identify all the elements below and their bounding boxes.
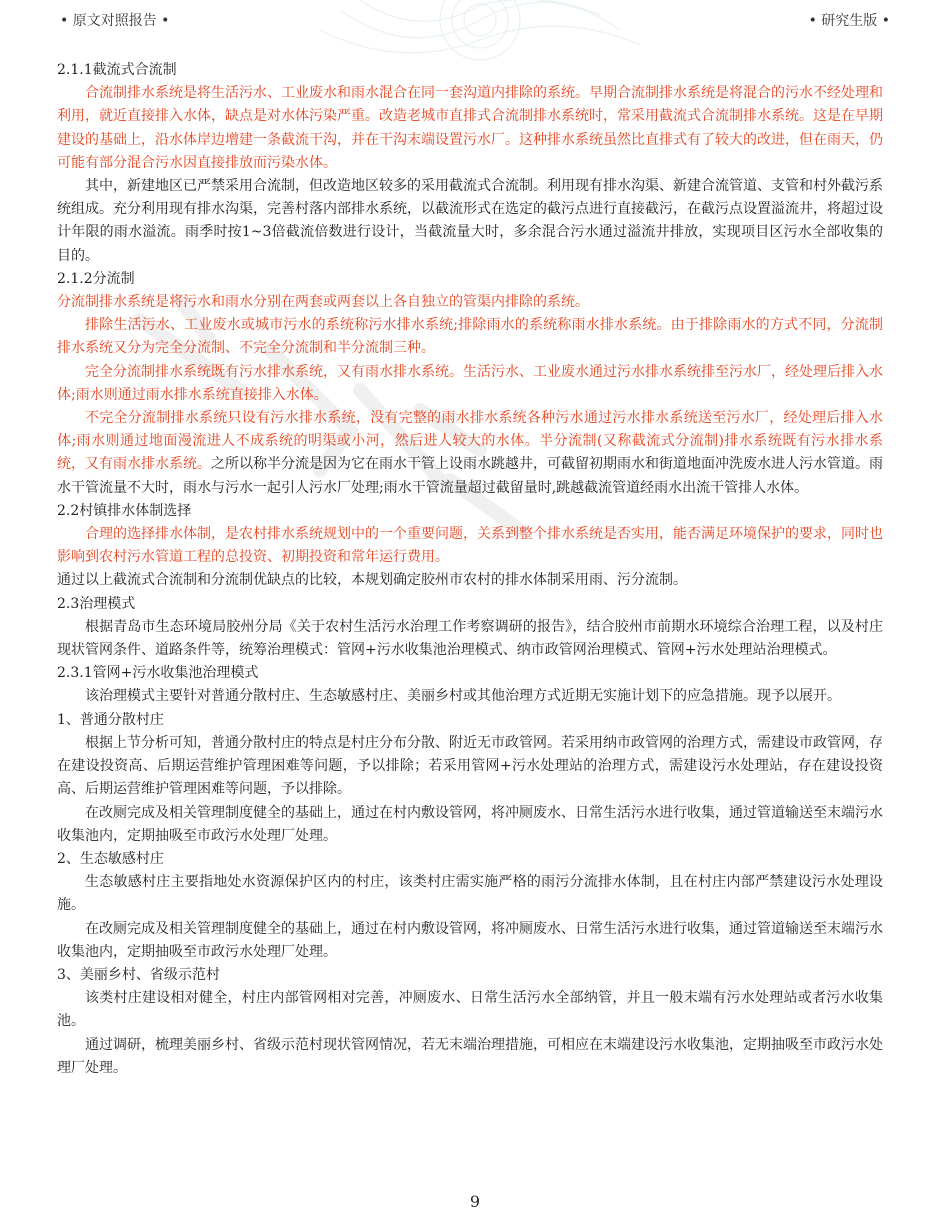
paragraph [57,268,883,291]
paragraph-text: 通过以上截流式合流制和分流制优缺点的比较，本规划确定胶州市农村的排水体制采用雨、污分流制。 [57,572,687,589]
paragraph [57,175,883,268]
paragraph-text: 其中，新建地区已严禁采用合流制，但改造地区较多的采用截流式合流制。利用现有排水沟渠、新建合流管道、支管和村外截污系统组成。充分利用现有排水沟渠，完善村落内部排水系统，以截流形式在选定的截污点进行直接截污，在截污点设置溢流井，将超过设计年限的雨水溢流。雨季时按1~3倍截流倍数进行设计，当截流量大时，多余混合污水通过溢流井排放，实现项目区污水全部收集的目的。 [57,178,883,264]
paragraph-text: 2.1.1截流式合流制 [57,62,177,78]
paragraph-text: 2.2村镇排水体制选择 [57,502,192,519]
paragraph-text: 2、生态敏感村庄 [57,850,164,867]
paragraph-text: 在改厕完成及相关管理制度健全的基础上，通过在村内敷设管网，将冲厕废水、日常生活污水进行收集，通过管道输送至末端污水收集池内，定期抽吸至市政污水处理厂处理。 [57,804,883,844]
paragraph [57,569,883,592]
page-header [60,10,890,30]
highlighted-text: 不完全分流制排水系统只设有污水排水系统，没有完整的雨水排水系统各种污水通过污水排水系统送至污水厂，经处理后排入水体;雨水则通过地面漫流进人不成系统的明渠或小河，然后进人较大的水体。半分流制(又称截流式分流制)排水系统既有污水排水系统，又有雨水排水系统。 [57,410,883,473]
paragraph-text: 之所以称半分流是因为它在雨水干管上设雨水跳越井，可截留初期雨水和街道地面冲洗废水进人污水管道。雨水干管流量不大时，雨水与污水一起引人污水厂处理;雨水干管流量超过截留量时,跳越截流管道经雨水出流干管排人水体。 [57,456,883,496]
paragraph-text: 2.1.2分流制 [57,270,135,287]
paragraph [57,361,883,407]
highlighted-text: 分流制排水系统是将污水和雨水分别在两套或两套以上各自独立的管渠内排除的系统。 [57,294,589,311]
paragraph [57,291,883,314]
paragraph [57,82,883,175]
paragraph-text: 该类村庄建设相对健全，村庄内部管网相对完善，冲厕废水、日常生活污水全部纳管，并且一般末端有污水处理站或者污水收集池。 [57,990,883,1030]
document-body [57,59,883,1080]
paragraph-text: 2.3.1管网+污水收集池治理模式 [57,665,259,682]
paragraph [57,1034,883,1080]
paragraph [57,964,883,987]
paragraph-text: 2.3治理模式 [57,595,136,612]
highlighted-text: 合流制排水系统是将生活污水、工业废水和雨水混合在同一套沟道内排除的系统。早期合流制排水系统是将混合的污水不经处理和利用，就近直接排入水体，缺点是对水体污染严重。改造老城市直排式合流制排水系统时，常采用截流式合流制排水系统。这是在早期建设的基础上，沿水体岸边增建一条截流干沟，并在干沟末端设置污水厂。这种排水系统虽然比直排式有了较大的改进，但在雨天，仍可能有部分混合污水因直接排放而污染水体。 [57,85,883,171]
paragraph [57,802,883,848]
paragraph [57,500,883,523]
header-right-label: • 研究生版 • [808,13,890,29]
paragraph [57,616,883,662]
paragraph-text: 3、美丽乡村、省级示范村 [57,966,220,983]
highlighted-text: 合理的选择排水体制，是农村排水系统规划中的一个重要问题，关系到整个排水系统是否实用，能否满足环境保护的要求，同时也影响到农村污水管道工程的总投资、初期投资和常年运行费用。 [57,526,883,566]
paragraph [57,314,883,360]
paragraph [57,709,883,732]
paragraph-text: 根据上节分析可知，普通分散村庄的特点是村庄分布分散、附近无市政管网。若采用纳市政管网的治理方式，需建设市政管网，存在建设投资高、后期运营维护管理困难等问题，予以排除；若采用管网+污水处理站的治理方式，需建设污水处理站，存在建设投资高、后期运营维护管理困难等问题，予以排除。 [57,734,883,798]
paragraph-text: 根据青岛市生态环境局胶州分局《关于农村生活污水治理工作考察调研的报告》，结合胶州市前期水环境综合治理工程，以及村庄现状管网条件、道路条件等，统筹治理模式：管网+污水收集池治理模式、纳市政管网治理模式、管网+污水处理站治理模式。 [57,618,883,659]
page-number: 9 [469,1192,481,1211]
paragraph [57,732,883,802]
paragraph [57,987,883,1033]
paragraph [57,848,883,871]
highlighted-text: 排除生活污水、工业废水或城市污水的系统称污水排水系统;排除雨水的系统称雨水排水系统。由于排除雨水的方式不同，分流制排水系统又分为完全分流制、不完全分流制和半分流制三种。 [57,317,883,357]
highlighted-text: 完全分流制排水系统既有污水排水系统，又有雨水排水系统。生活污水、工业废水通过污水排水系统排至污水厂，经处理后排入水体;雨水则通过雨水排水系统直接排入水体。 [57,363,883,403]
header-left-label: • 原文对照报告 • [60,13,170,29]
paragraph [57,523,883,569]
paragraph [57,871,883,917]
paragraph-text: 生态敏感村庄主要指地处水资源保护区内的村庄，该类村庄需实施严格的雨污分流排水体制，且在村庄内部严禁建设污水处理设施。 [57,874,883,914]
paragraph [57,662,883,685]
paragraph [57,685,883,708]
paragraph-text: 在改厕完成及相关管理制度健全的基础上，通过在村内敷设管网，将冲厕废水、日常生活污水进行收集，通过管道输送至末端污水收集池内，定期抽吸至市政污水处理厂处理。 [57,920,883,960]
paragraph [57,593,883,616]
paragraph-text: 通过调研，梳理美丽乡村、省级示范村现状管网情况，若无末端治理措施，可相应在末端建设污水收集池，定期抽吸至市政污水处理厂处理。 [57,1036,883,1076]
paragraph-text: 该治理模式主要针对普通分散村庄、生态敏感村庄、美丽乡村或其他治理方式近期无实施计划下的应急措施。现予以展开。 [85,688,841,705]
paragraph [57,59,883,82]
paragraph [57,918,883,964]
paragraph [57,407,883,500]
paragraph-text: 1、普通分散村庄 [57,711,164,728]
